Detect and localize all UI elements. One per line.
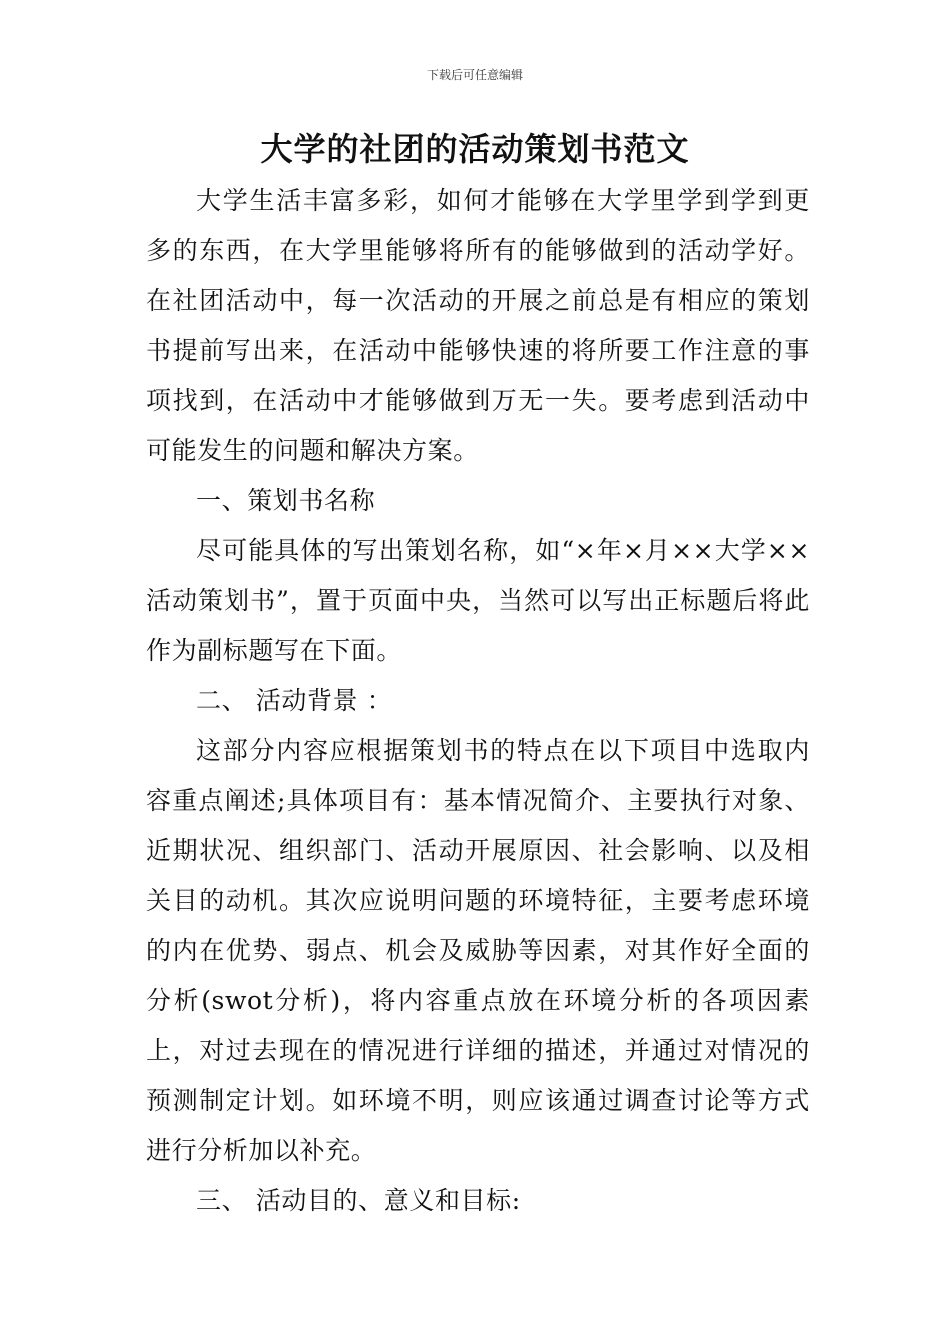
- document-title: 大学的社团的活动策划书范文: [260, 130, 690, 168]
- intro-paragraph: 大学生活丰富多彩，如何才能够在大学里学到学到更多的东西，在大学里能够将所有的能够做到的活动学好。在社团活动中，每一次活动的开展之前总是有相应的策划书提前写出来，在活动中能够快速的将所要工作注意的事项找到，在活动中才能够做到万无一失。要考虑到活动中可能发生的问题和解决方案。: [146, 186, 810, 465]
- header-note: 下载后可任意编辑: [426, 68, 523, 82]
- section-heading-1: 一、策划书名称: [196, 486, 376, 515]
- section-2-paragraph: 这部分内容应根据策划书的特点在以下项目中选取内容重点阐述;具体项目有：基本情况简介、主要执行对象、近期状况、组织部门、活动开展原因、社会影响、以及相关目的动机。其次应说明问题的环境特征，主要考虑环境的内在优势、弱点、机会及威胁等因素，对其作好全面的分析(swot分析)，将内容重点放在环境分析的各项因素上，对过去现在的情况进行详细的描述，并通过对情况的预测制定计划。如环境不明，则应该通过调查讨论等方式进行分析加以补充。: [146, 736, 810, 1165]
- section-heading-3: 三、 活动目的、意义和目标:: [196, 1186, 521, 1215]
- section-1-paragraph: 尽可能具体的写出策划名称，如“×年×月××大学××活动策划书”，置于页面中央，当然可以写出正标题后将此作为副标题写在下面。: [146, 536, 810, 665]
- section-heading-2: 二、 活动背景 ：: [196, 686, 393, 715]
- document-body: [146, 176, 810, 1226]
